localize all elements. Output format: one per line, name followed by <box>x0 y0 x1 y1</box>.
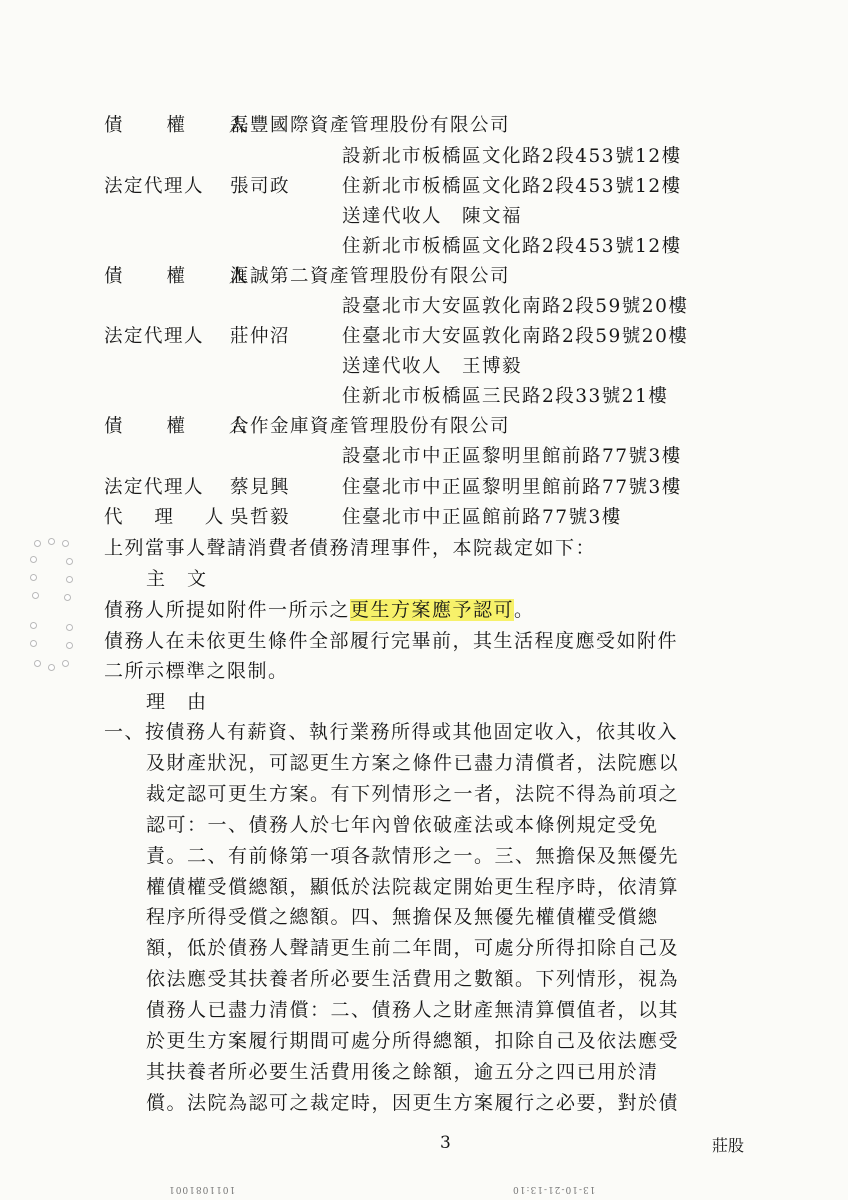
reason-line: 一、按債務人有薪資、執行業務所得或其他固定收入，依其收入 <box>104 721 679 743</box>
reason-line: 權債權受償總額，顯低於法院裁定開始更生程序時，依清算 <box>146 876 680 898</box>
binder-hole <box>32 592 39 599</box>
creditor-name: 合作金庫資產管理股份有限公司 <box>230 416 511 437</box>
proxy-address: 住臺北市中正區館前路77號3樓 <box>342 507 622 528</box>
binder-hole <box>48 538 55 545</box>
main-text-prefix: 債務人所提如附件一所示之 <box>104 599 351 621</box>
reason-heading: 理 由 <box>146 691 208 713</box>
binder-hole <box>30 556 37 563</box>
binder-hole <box>34 660 41 667</box>
creditor-label: 債 權 人 <box>104 266 267 287</box>
binder-hole <box>62 660 69 667</box>
legal-rep-name: 莊仲沼 <box>230 326 291 347</box>
reason-line: 於更生方案履行期間可處分所得總額，扣除自己及依法應受 <box>146 1030 680 1052</box>
binder-hole <box>62 540 69 547</box>
binder-hole <box>34 540 41 547</box>
reason-line: 額，低於債務人聲請更生前二年間，可處分所得扣除自己及 <box>146 937 680 959</box>
legal-rep-name: 張司政 <box>230 176 291 197</box>
service-agent: 送達代收人 陳文福 <box>342 206 523 227</box>
legal-rep-label: 法定代理人 <box>104 176 205 197</box>
reason-line: 責。二、有前條第一項各款情形之一。三、無擔保及無優先 <box>146 845 680 867</box>
legal-rep-address: 住臺北市大安區敦化南路2段59號20樓 <box>342 326 689 347</box>
binder-hole <box>66 642 73 649</box>
reason-line: 認可：一、債務人於七年內曾依破產法或本條例規定受免 <box>146 814 659 836</box>
service-agent-address: 住新北市板橋區三民路2段33號21樓 <box>342 386 669 407</box>
reason-line: 裁定認可更生方案。有下列情形之一者，法院不得為前項之 <box>146 783 680 805</box>
reason-line: 償。法院為認可之裁定時，因更生方案履行之必要，對於債 <box>146 1092 680 1114</box>
main-text-heading: 主 文 <box>146 568 208 590</box>
creditor-label: 債 權 人 <box>104 115 267 136</box>
reason-line: 程序所得受償之總額。四、無擔保及無優先權債權受償總 <box>146 906 659 928</box>
creditor-address: 設臺北市大安區敦化南路2段59號20樓 <box>342 296 689 317</box>
highlighted-text: 更生方案應予認可 <box>350 599 515 621</box>
main-text-suffix: 。 <box>514 599 535 621</box>
legal-rep-label: 法定代理人 <box>104 326 205 347</box>
legal-rep-name: 蔡見興 <box>230 477 291 498</box>
binder-hole <box>48 664 55 671</box>
binder-hole <box>64 594 71 601</box>
main-text-item-2-line-1: 債務人在未依更生條件全部履行完畢前，其生活程度應受如附件 <box>104 630 679 652</box>
legal-rep-label: 法定代理人 <box>104 477 205 498</box>
proxy-name: 吳哲毅 <box>230 507 291 528</box>
scan-mark: 13-10-21-13:10 <box>512 1184 596 1194</box>
service-agent-address: 住新北市板橋區文化路2段453號12樓 <box>342 236 682 257</box>
creditor-name: 滙誠第二資產管理股份有限公司 <box>230 266 511 287</box>
creditor-address: 設新北市板橋區文化路2段453號12樓 <box>342 146 682 167</box>
ruling-intro: 上列當事人聲請消費者債務清理事件，本院裁定如下： <box>104 537 597 559</box>
main-text-item-2-line-2: 二所示標準之限制。 <box>104 660 289 682</box>
reason-line: 其扶養者所必要生活費用後之餘額，逾五分之四已用於清 <box>146 1061 659 1083</box>
scan-mark: 1011081001 <box>168 1184 236 1194</box>
division-stamp: 莊股 <box>712 1136 745 1155</box>
binder-hole <box>30 574 37 581</box>
binder-hole <box>66 576 73 583</box>
page-number: 3 <box>440 1133 451 1153</box>
creditor-name: 磊豐國際資產管理股份有限公司 <box>230 115 511 136</box>
main-text-item-1 <box>104 596 535 624</box>
binder-hole <box>66 624 73 631</box>
binder-hole <box>66 558 73 565</box>
proxy-label: 代 理 人 <box>104 507 237 528</box>
creditor-label: 債 權 人 <box>104 416 267 437</box>
binder-hole <box>30 622 37 629</box>
creditor-address: 設臺北市中正區黎明里館前路77號3樓 <box>342 446 682 467</box>
service-agent: 送達代收人 王博毅 <box>342 356 523 377</box>
legal-rep-address: 住新北市板橋區文化路2段453號12樓 <box>342 176 682 197</box>
reason-line: 依法應受其扶養者所必要生活費用之數額。下列情形，視為 <box>146 968 680 990</box>
reason-line: 及財產狀況，可認更生方案之條件已盡力清償者，法院應以 <box>146 752 680 774</box>
reason-line: 債務人已盡力清償：二、債務人之財產無清算價值者，以其 <box>146 999 680 1021</box>
binder-hole <box>30 640 37 647</box>
legal-rep-address: 住臺北市中正區黎明里館前路77號3樓 <box>342 477 682 498</box>
